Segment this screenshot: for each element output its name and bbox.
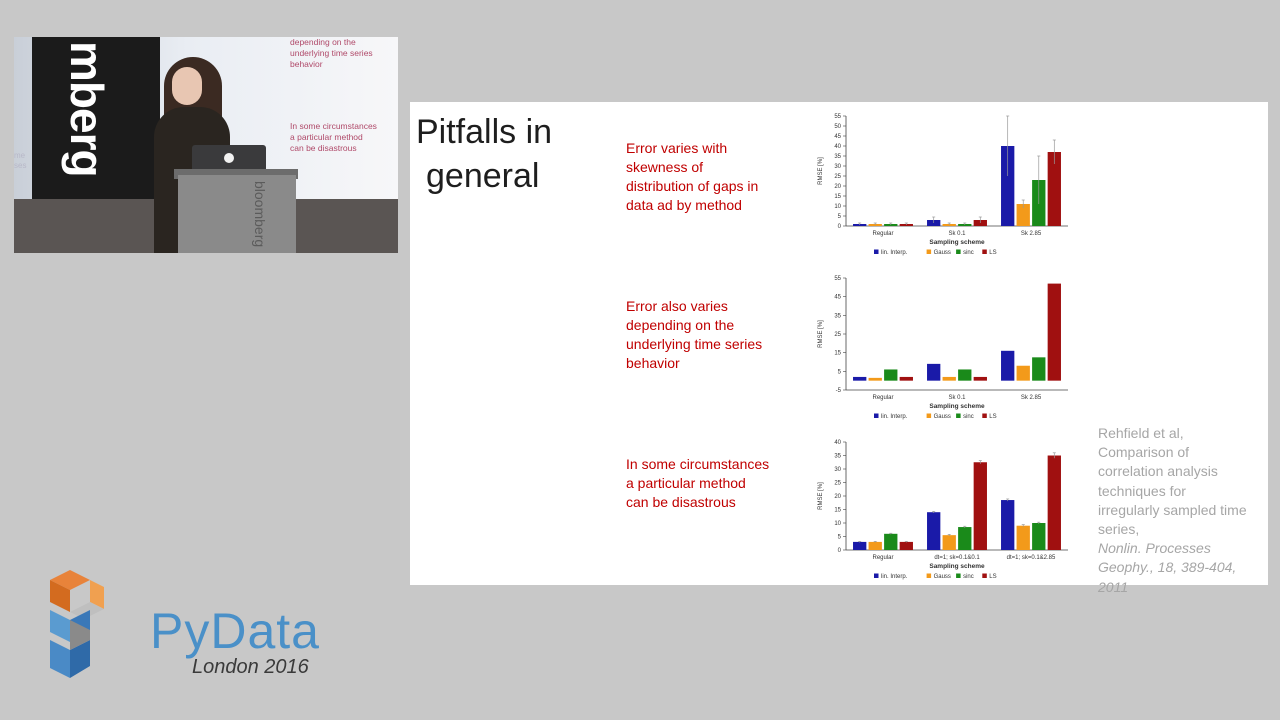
slide-title-line: general [426,157,540,195]
projected-line: can be disastrous [290,143,357,153]
citation-line [1098,578,1266,597]
x-tick-label: dt=1; sk=0.1&2.85 [1006,555,1056,561]
legend-label: Gauss [933,574,951,580]
citation-line: Comparison of [1098,444,1190,461]
y-tick-label: 35 [834,313,841,320]
x-tick-label: Regular [872,395,894,401]
note-line: depending on the [626,317,735,333]
legend-label: lin. Interp. [881,574,908,580]
note-line: behavior [626,355,680,371]
citation-text: series, [1098,521,1140,538]
projected-line: underlying time series [290,48,373,58]
legend-label: LS [989,574,997,580]
projected-line: a particular method [290,132,363,142]
x-tick-label: Sk 2.85 [1020,231,1042,237]
note-behavior [626,297,796,373]
x-axis-label: Sampling scheme [929,563,985,570]
y-tick-label: 50 [834,124,841,130]
chart-skewness [794,110,1074,262]
y-tick-label: 15 [834,194,841,200]
bar [884,534,897,550]
legend-label: lin. Interp. [881,250,908,256]
legend-swatch [982,574,987,579]
y-tick-label: 45 [834,134,841,140]
y-tick-label: 5 [837,534,841,541]
bar [1032,357,1045,380]
legend-label: Gauss [933,250,951,256]
speaker-face [172,67,202,105]
legend-swatch [874,250,879,255]
note-disastrous [626,455,796,512]
pydata-wordmark: PyData [150,603,320,659]
note-line: can be disastrous [626,494,736,510]
x-axis-label: Sampling scheme [929,403,985,410]
y-tick-label: 35 [834,453,841,460]
x-tick-label: Sk 0.1 [948,231,966,237]
chart-disastrous [794,436,1074,586]
pydata-cube-icon [48,570,118,682]
legend-label: LS [989,250,997,256]
bar [1032,523,1045,550]
slide-title-line: Pitfalls in [416,113,553,151]
bar [853,377,866,381]
bar [869,378,882,381]
bar [1017,366,1030,381]
citation-line: irregularly sampled time [1098,501,1247,518]
y-tick-label: 15 [834,507,841,514]
bar [884,369,897,380]
legend-swatch [874,574,879,579]
bar [1001,500,1014,550]
y-tick-label: 40 [834,440,841,446]
podium-text: bloomberg [252,181,268,248]
bar [958,527,971,550]
projected-line: ses [14,161,27,170]
bar [869,542,882,550]
bar [900,542,913,550]
bar [974,462,987,550]
projected-text-left [14,151,26,171]
podium [178,175,296,253]
pydata-event: London 2016 [192,656,309,678]
apple-logo-icon [224,153,234,163]
x-tick-label: dt=1; sk=0.1&0.1 [934,555,980,561]
note-line: underlying time series [626,336,763,352]
x-tick-label: Regular [872,555,894,561]
legend-swatch [956,574,961,579]
projected-line: behavior [290,59,323,69]
bar [943,535,956,550]
legend-label: lin. Interp. [881,414,908,420]
legend-label: sinc [963,414,974,420]
note-line: skewness of [626,159,704,175]
legend-label: sinc [963,574,974,580]
y-axis-label: RMSE [%] [818,320,824,348]
y-tick-label: 30 [834,164,841,170]
y-tick-label: 25 [834,174,841,180]
bar [927,512,940,550]
legend-swatch [927,414,932,419]
projected-line: me [14,151,26,160]
y-tick-label: 35 [834,154,841,160]
y-axis-label: RMSE [%] [818,157,824,185]
sponsor-banner-text: mberg [61,41,113,177]
projected-text-top [290,37,390,70]
citation-line: correlation analysis [1098,463,1218,480]
note-line: Error varies with [626,140,728,156]
citation-line: techniques for [1098,482,1186,499]
chart-behavior [794,272,1074,426]
bar [1048,284,1061,381]
speaker-video [14,37,398,253]
pydata-logo [44,568,334,688]
citation-journal-details: Geophy., 18, 389-404, [1098,559,1237,576]
note-skewness [626,139,796,215]
legend-swatch [982,250,987,255]
y-tick-label: 15 [834,350,841,357]
y-tick-label: 10 [834,204,841,210]
citation [1098,424,1266,597]
y-tick-label: 30 [834,467,841,473]
bar [1001,351,1014,381]
y-tick-label: 45 [834,294,841,301]
x-tick-label: Sk 2.85 [1020,395,1042,401]
legend-swatch [927,250,932,255]
bar [1048,456,1061,551]
legend-swatch [982,414,987,419]
y-tick-label: 10 [834,521,841,527]
note-line: Error also varies [626,298,728,314]
y-tick-label: 55 [834,114,841,120]
citation-journal: Nonlin. Processes [1098,540,1211,557]
y-tick-label: 25 [834,332,841,338]
citation-line [1098,558,1266,577]
bar [943,377,956,381]
note-line: a particular method [626,475,746,491]
legend-label: sinc [963,250,974,256]
y-axis-label: RMSE [%] [818,482,824,510]
bar [958,369,971,380]
x-tick-label: Regular [872,231,894,237]
y-tick-label: 5 [837,369,841,376]
y-tick-label: 25 [834,480,841,487]
y-tick-label: -5 [835,388,841,394]
y-tick-label: 55 [834,276,841,282]
citation-line [1098,520,1266,558]
note-line: In some circumstances [626,456,770,472]
legend-swatch [956,414,961,419]
x-tick-label: Sk 0.1 [948,395,966,401]
y-tick-label: 0 [837,548,841,554]
note-line: data ad by method [626,197,742,213]
bar [927,364,940,381]
note-line: distribution of gaps in [626,178,759,194]
citation-line: Rehfield et al, [1098,425,1184,441]
x-axis-label: Sampling scheme [929,239,985,246]
y-tick-label: 40 [834,144,841,150]
y-tick-label: 0 [837,224,841,230]
legend-label: LS [989,414,997,420]
projected-text-bottom [290,121,390,154]
y-tick-label: 5 [837,214,841,220]
citation-year: 2011 [1098,578,1129,595]
bar [1017,526,1030,550]
bar [853,542,866,550]
y-tick-label: 20 [834,494,841,500]
legend-swatch [874,414,879,419]
y-tick-label: 20 [834,184,841,190]
legend-swatch [927,574,932,579]
bar [974,377,987,381]
projected-line: depending on the [290,37,356,47]
legend-label: Gauss [933,414,951,420]
slide-title [416,110,596,198]
presentation-slide [410,102,1268,595]
bar [900,377,913,381]
projected-line: In some circumstances [290,121,377,131]
legend-swatch [956,250,961,255]
